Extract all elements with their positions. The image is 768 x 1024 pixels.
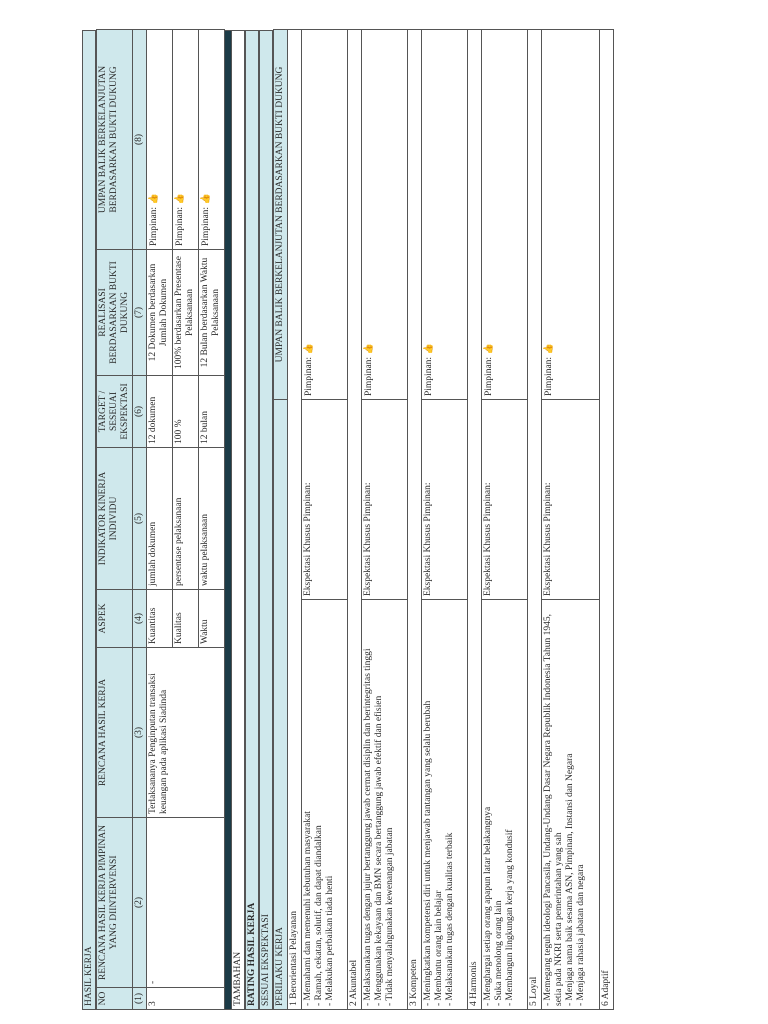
behavior-title-row <box>348 30 362 1010</box>
behavior-no: 3 <box>409 1001 419 1006</box>
behavior-no: 5 <box>529 1001 539 1006</box>
thumbs-up-icon: 👍 <box>423 343 433 355</box>
expectation-cell: Ekspektasi Khusus Pimpinan: <box>482 400 528 600</box>
perilaku-title: PERILAKU KERJA <box>274 400 288 1010</box>
behavior-title: Loyal <box>529 976 539 999</box>
behavior-item: - Tidak menyalahgunakan kewenangan jabatan <box>385 827 395 1006</box>
behavior-item: - Memahami dan memenuhi kebutuhan masyarakat <box>303 811 313 1006</box>
section-hasil-kerja-title: HASIL KERJA <box>82 30 96 1010</box>
indikator-cell: persentase pelaksanaan <box>173 448 199 590</box>
header-realisasi: REALISASI BERDASARKAN BUKTI DUKUNG <box>97 250 133 376</box>
pimpinan-label: Pimpinan: <box>484 356 494 396</box>
behavior-item: - Menjaga rahasia jabatan dan negara <box>576 864 586 1006</box>
umpan-cell <box>173 30 199 250</box>
thumbs-up-icon: 👍 <box>483 343 493 355</box>
col-number: (2) <box>133 818 147 988</box>
behavior-detail-row <box>542 30 600 1010</box>
aspek-cell: Waktu <box>199 590 225 648</box>
perilaku-umpan-header: UMPAN BALIK BERKELANJUTAN BERDASARKAN BUKTI DUKUNG <box>274 30 288 400</box>
behavior-item: - Menjaga nama baik sesama ASN, Pimpinan, Instansi dan Negara <box>565 753 575 1006</box>
table-row <box>147 30 173 1010</box>
behavior-title: Kompeten <box>409 959 419 999</box>
header-rhk-pimpinan: RENCANA HASIL KERJA PIMPINAN YANG DIINTERVENSI <box>97 818 133 988</box>
behavior-no: 1 <box>289 1001 299 1006</box>
indikator-cell: jumlah dokumen <box>147 448 173 590</box>
feedback-cell <box>482 30 528 400</box>
behavior-detail-row <box>482 30 528 1010</box>
feedback-cell <box>542 30 600 400</box>
target-cell: 12 bulan <box>199 376 225 448</box>
row-rhk-pimpinan: - <box>147 818 225 988</box>
behavior-detail-row <box>422 30 468 1010</box>
row-rhk: Terlaksananya Penginputan transaksi keuangan pada aplikasi Siadinda <box>147 648 225 818</box>
expectation-cell: Ekspektasi Khusus Pimpinan: <box>542 400 600 600</box>
pimpinan-label: Pimpinan: <box>149 206 159 246</box>
behavior-item: - Meningkatkan kompetensi diri untuk menjawab tantangan yang selalu berubah <box>423 700 433 1006</box>
target-cell: 100 % <box>173 376 199 448</box>
behavior-item: - Membangun lingkungan kerja yang kondusif <box>505 829 515 1006</box>
behavior-title: Berorientasi Pelayanan <box>289 911 299 999</box>
pimpinan-label: Pimpinan: <box>364 356 374 396</box>
pimpinan-label: Pimpinan: <box>201 206 211 246</box>
col-number: (7) <box>133 250 147 376</box>
behavior-title-row <box>600 30 614 1010</box>
behavior-items <box>542 600 600 1010</box>
rotated-document-page <box>82 30 672 1010</box>
header-rhk: RENCANA HASIL KERJA <box>97 648 133 818</box>
target-cell: 12 dokumen <box>147 376 173 448</box>
expectation-cell: Ekspektasi Khusus Pimpinan: <box>362 400 408 600</box>
behavior-title-row <box>528 30 542 1010</box>
realisasi-cell: 12 Bulan berdasarkan Waktu Pelaksanaan <box>199 250 225 376</box>
behavior-items <box>422 600 468 1010</box>
behavior-items <box>482 600 528 1010</box>
table-header-row <box>97 30 133 1010</box>
thumbs-up-icon: 👍 <box>148 193 158 205</box>
behavior-no: 4 <box>469 1001 479 1006</box>
indikator-cell: waktu pelaksanaan <box>199 448 225 590</box>
behavior-detail-row <box>362 30 408 1010</box>
feedback-cell <box>362 30 408 400</box>
thumbs-up-icon: 👍 <box>363 343 373 355</box>
thumbs-up-icon: 👍 <box>174 193 184 205</box>
pimpinan-label: Pimpinan: <box>175 206 185 246</box>
behavior-item: - Menggunakan kekayaan dan BMN secara bertanggung jawab efektif dan efisien <box>374 695 384 1006</box>
header-umpan-balik: UMPAN BALIK BERKELANJUTAN BERDASARKAN BUKTI DUKUNG <box>97 30 133 250</box>
rating-value: SESUAI EKSPEKTASI <box>259 30 273 1010</box>
perilaku-kerja-table <box>273 29 614 1010</box>
pimpinan-label: Pimpinan: <box>424 356 434 396</box>
feedback-cell <box>422 30 468 400</box>
hasil-kerja-table <box>96 29 225 1010</box>
behavior-title: Harmonis <box>469 961 479 999</box>
umpan-cell <box>199 30 225 250</box>
thumbs-up-icon: 👍 <box>303 343 313 355</box>
umpan-cell <box>147 30 173 250</box>
col-number: (1) <box>133 988 147 1010</box>
behavior-item: - Memegang teguh ideologi Pancasila, Undang-Undang Dasar Negara Republik Indonesia Tahun 1945, setia pada NKRI serta pemerintahan yang sah <box>543 614 564 1006</box>
pimpinan-label: Pimpinan: <box>304 356 314 396</box>
behavior-items <box>362 600 408 1010</box>
aspek-cell: Kualitas <box>173 590 199 648</box>
realisasi-cell: 12 Dokumen berdasarkan Jumlah Dokumen <box>147 250 173 376</box>
column-number-row <box>133 30 147 1010</box>
expectation-cell: Ekspektasi Khusus Pimpinan: <box>422 400 468 600</box>
behavior-item: - Melakukan perbaikan tiada henti <box>325 875 335 1006</box>
feedback-cell <box>302 30 348 400</box>
thumbs-up-icon: 👍 <box>543 343 553 355</box>
behavior-item: - Melaksanakan tugas dengan jujur bertanggung jawab cermat disiplin dan berintegritas tinggi <box>363 648 373 1006</box>
col-number: (3) <box>133 648 147 818</box>
header-no: NO <box>97 988 133 1010</box>
col-number: (4) <box>133 590 147 648</box>
behavior-no: 2 <box>349 1001 359 1006</box>
behavior-title-row <box>288 30 302 1010</box>
col-number: (6) <box>133 376 147 448</box>
behavior-title: Akuntabel <box>349 959 359 1000</box>
header-indikator: INDIKATOR KINERJA INDIVIDU <box>97 448 133 590</box>
behavior-item: - Suka menolong orang lain <box>494 900 504 1006</box>
perilaku-header-row <box>274 30 288 1010</box>
behavior-title-row <box>408 30 422 1010</box>
thumbs-up-icon: 👍 <box>200 193 210 205</box>
realisasi-cell: 100% berdasarkan Presentase Pelaksanaan <box>173 250 199 376</box>
behavior-item: - Menghargai setiap orang apapun latar belakangnya <box>483 806 493 1006</box>
behavior-item: - Membantu orang lain belajar <box>434 890 444 1006</box>
pimpinan-label: Pimpinan: <box>544 356 554 396</box>
col-number: (5) <box>133 448 147 590</box>
behavior-title-row <box>468 30 482 1010</box>
behavior-item: - Melaksanakan tugas dengan kualitas terbaik <box>445 832 455 1006</box>
behavior-detail-row <box>302 30 348 1010</box>
aspek-cell: Kuantitas <box>147 590 173 648</box>
tambahan-label: TAMBAHAN <box>231 30 245 1010</box>
header-target: TARGET / SESEUAI EKSPEKTASI <box>97 376 133 448</box>
expectation-cell: Ekspektasi Khusus Pimpinan: <box>302 400 348 600</box>
row-no: 3 <box>147 988 225 1010</box>
behavior-item: - Ramah, cekatan, solutif, dan dapat diandalkan <box>314 825 324 1006</box>
behavior-title: Adaptif <box>601 970 611 1000</box>
header-aspek: ASPEK <box>97 590 133 648</box>
behavior-items <box>302 600 348 1010</box>
col-number: (8) <box>133 30 147 250</box>
rating-title: RATING HASIL KERJA <box>245 30 259 1010</box>
behavior-no: 6 <box>601 1001 611 1006</box>
